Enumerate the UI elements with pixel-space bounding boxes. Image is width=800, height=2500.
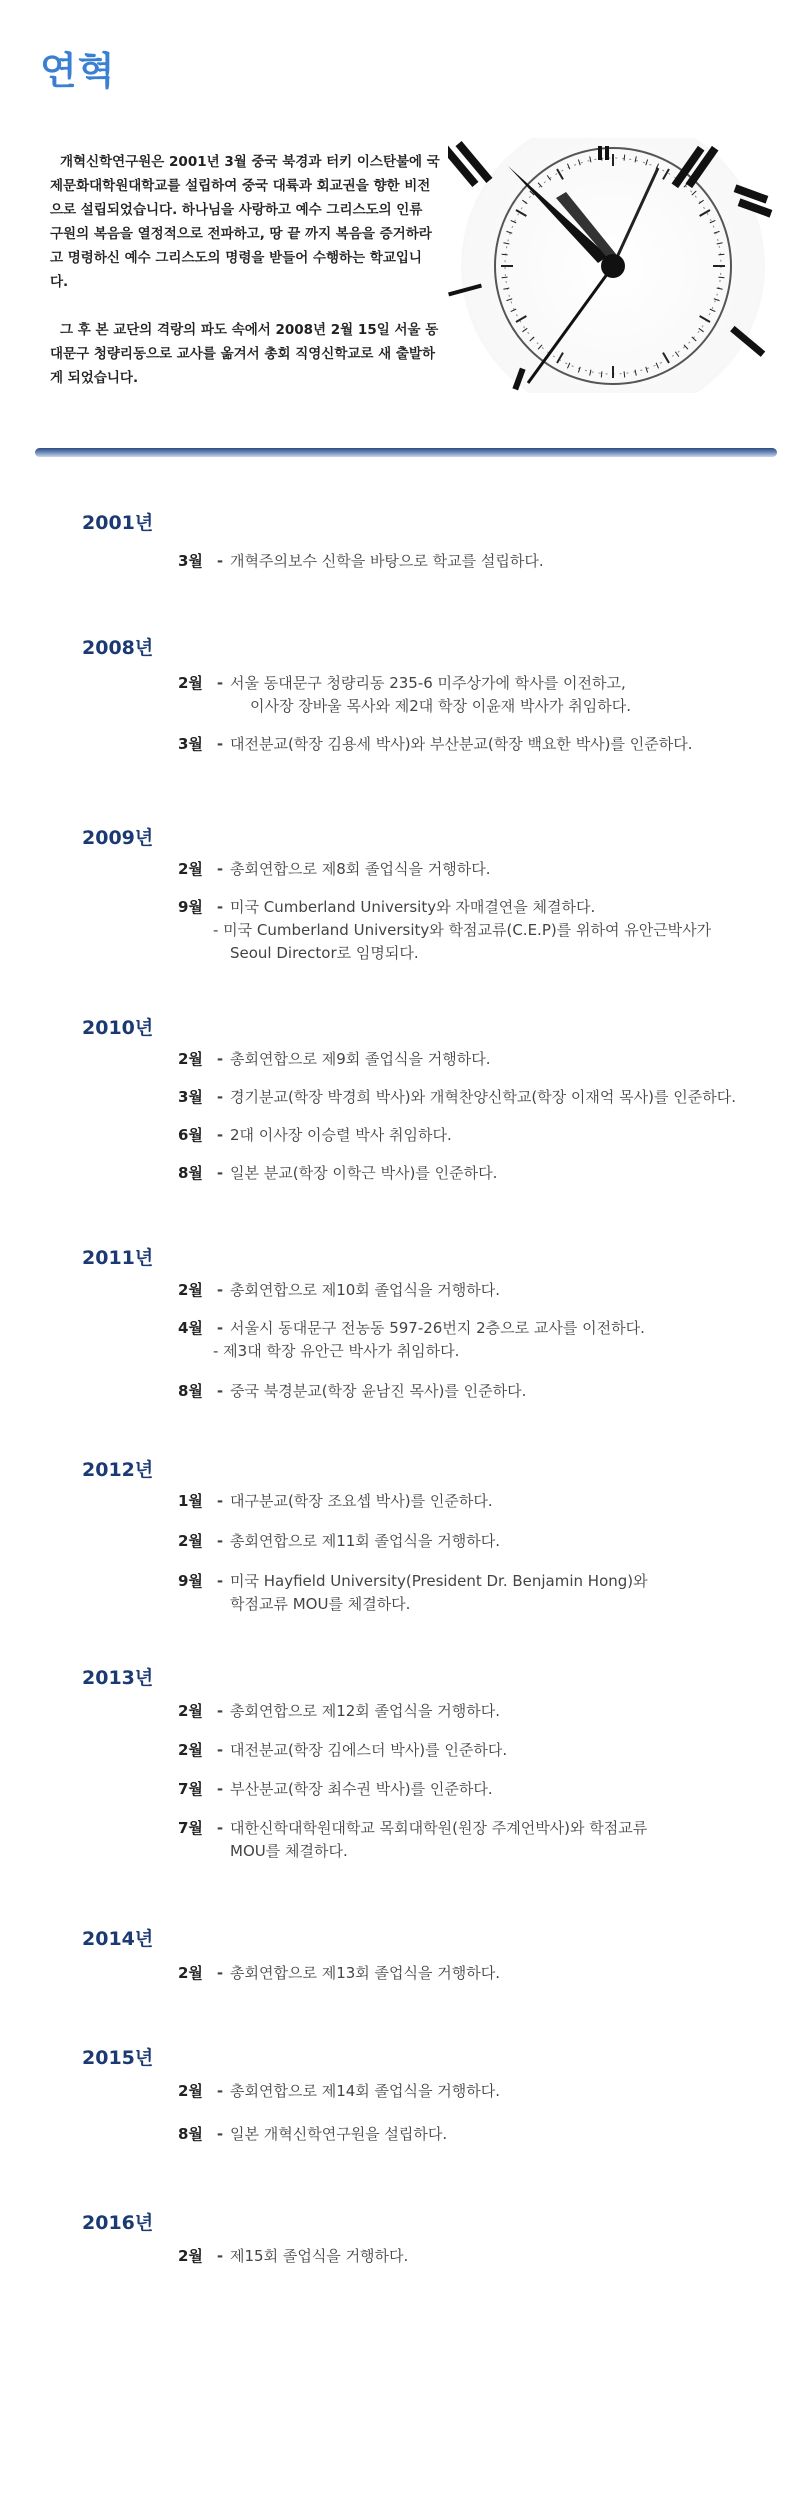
event-month: 8월 [178, 1164, 203, 1182]
event-dash: - [216, 1702, 224, 1720]
event-dash: - [216, 1164, 224, 1182]
event-text: 총회연합으로 제10회 졸업식을 거행하다. [230, 1281, 501, 1299]
event-dash: - [216, 860, 224, 878]
history-event [178, 1700, 500, 1723]
intro-paragraph-1: 개혁신학연구원은 2001년 3월 중국 북경과 터키 이스탄불에 국제문화대학원대학교를 설립하여 중국 대륙과 회교권을 향한 비전으로 설립되었습니다. 하나님을 사랑하고 예수 그리스도의 인류 구원의 복음을 열정적으로 전파하고, 땅 끝 까지 복음을 증거하라고 명령하신 예수 그리스도의 명령을 받들어 수행하는 학교입니다. [50, 154, 440, 290]
event-month: 2월 [178, 1741, 203, 1759]
event-month: 3월 [178, 1088, 203, 1106]
intro-paragraph-2: 그 후 본 교단의 격랑의 파도 속에서 2008년 2월 15일 서울 동대문구 청량리동으로 교사를 옮겨서 총회 직영신학교로 새 출발하게 되었습니다. [50, 322, 439, 386]
event-dash: - [216, 735, 224, 753]
history-event [178, 1380, 526, 1403]
event-month: 2월 [178, 2247, 203, 2265]
year-heading: 2001년 [82, 512, 154, 534]
history-event [178, 1162, 497, 1185]
event-text: 총회연합으로 제9회 졸업식을 거행하다. [230, 1050, 491, 1068]
event-text: 경기분교(학장 박경희 박사)와 개혁찬양신학교(학장 이재억 목사)를 인준하다. [230, 1088, 736, 1106]
event-dash: - [216, 1964, 224, 1982]
event-text: 미국 Hayfield University(President Dr. Benjamin Hong)와 [230, 1572, 648, 1590]
section-divider [35, 448, 777, 457]
event-dash: - [216, 1281, 224, 1299]
history-event [178, 896, 595, 919]
event-text: 총회연합으로 제13회 졸업식을 거행하다. [230, 1964, 501, 1982]
year-heading: 2014년 [82, 1928, 154, 1950]
event-month: 2월 [178, 2082, 203, 2100]
history-event [178, 2080, 500, 2103]
event-dash: - [216, 1741, 224, 1759]
year-heading: 2016년 [82, 2212, 154, 2234]
event-month: 4월 [178, 1319, 203, 1337]
event-text: 서울 동대문구 청량리동 235-6 미주상가에 학사를 이전하고, [230, 674, 626, 692]
event-text-continued: Seoul Director로 임명되다. [230, 944, 419, 962]
year-heading: 2009년 [82, 827, 154, 849]
history-event [178, 2123, 447, 2146]
year-heading: 2011년 [82, 1247, 154, 1269]
history-event [178, 1817, 647, 1840]
event-dash: - [216, 1126, 224, 1144]
history-event [178, 1570, 648, 1593]
event-text: 총회연합으로 제11회 졸업식을 거행하다. [230, 1532, 501, 1550]
event-text: 중국 북경분교(학장 윤남진 목사)를 인준하다. [230, 1382, 527, 1400]
event-text: 미국 Cumberland University와 자매결연을 체결하다. [230, 898, 596, 916]
history-event [178, 1490, 493, 1513]
history-event [178, 1086, 736, 1109]
year-heading: 2008년 [82, 637, 154, 659]
history-event [178, 1048, 490, 1071]
event-month: 3월 [178, 552, 203, 570]
history-event [178, 550, 544, 573]
event-month: 3월 [178, 735, 203, 753]
event-dash: - [216, 1382, 224, 1400]
event-month: 7월 [178, 1819, 203, 1837]
event-text: 대전분교(학장 김용세 박사)와 부산분교(학장 백요한 박사)를 인준하다. [230, 735, 693, 753]
event-dash: - [216, 1492, 224, 1510]
event-month: 2월 [178, 860, 203, 878]
event-dash: - [216, 1819, 224, 1837]
event-month: 7월 [178, 1780, 203, 1798]
event-text: 대구분교(학장 조요셉 박사)를 인준하다. [230, 1492, 493, 1510]
clock-image [448, 138, 778, 393]
event-dash: - [216, 1319, 224, 1337]
intro-text [50, 150, 440, 414]
event-text: 2대 이사장 이승렬 박사 취임하다. [230, 1126, 452, 1144]
history-event [178, 733, 693, 756]
event-text: 총회연합으로 제12회 졸업식을 거행하다. [230, 1702, 501, 1720]
event-month: 2월 [178, 1964, 203, 1982]
history-event [178, 2245, 408, 2268]
event-text-continued: - 제3대 학장 유안근 박사가 취임하다. [213, 1342, 460, 1360]
event-dash: - [216, 674, 224, 692]
history-event [178, 1530, 500, 1553]
event-dash: - [216, 1780, 224, 1798]
year-heading: 2010년 [82, 1017, 154, 1039]
year-heading: 2012년 [82, 1459, 154, 1481]
event-month: 2월 [178, 1050, 203, 1068]
event-month: 9월 [178, 898, 203, 916]
event-dash: - [216, 552, 224, 570]
event-text-continued: MOU를 체결하다. [230, 1842, 348, 1860]
event-month: 2월 [178, 1532, 203, 1550]
event-text-continued: - 미국 Cumberland University와 학점교류(C.E.P)를 위하여 유안근박사가 [213, 921, 712, 939]
event-month: 2월 [178, 1702, 203, 1720]
event-dash: - [216, 2082, 224, 2100]
event-dash: - [216, 1532, 224, 1550]
year-heading: 2013년 [82, 1667, 154, 1689]
event-month: 6월 [178, 1126, 203, 1144]
event-text: 개혁주의보수 신학을 바탕으로 학교를 설립하다. [230, 552, 544, 570]
history-event [178, 672, 626, 695]
history-event [178, 1124, 452, 1147]
event-month: 2월 [178, 1281, 203, 1299]
event-text: 제15회 졸업식을 거행하다. [230, 2247, 409, 2265]
history-event [178, 1739, 507, 1762]
event-text: 일본 분교(학장 이학근 박사)를 인준하다. [230, 1164, 498, 1182]
event-text: 총회연합으로 제8회 졸업식을 거행하다. [230, 860, 491, 878]
event-month: 8월 [178, 1382, 203, 1400]
event-dash: - [216, 1572, 224, 1590]
history-event [178, 1279, 500, 1302]
event-month: 2월 [178, 674, 203, 692]
event-month: 8월 [178, 2125, 203, 2143]
history-event [178, 1778, 493, 1801]
event-text-continued: 학점교류 MOU를 체결하다. [230, 1595, 411, 1613]
event-dash: - [216, 1088, 224, 1106]
event-text: 대전분교(학장 김에스더 박사)를 인준하다. [230, 1741, 508, 1759]
event-dash: - [216, 2125, 224, 2143]
history-event [178, 1317, 645, 1340]
event-text: 총회연합으로 제14회 졸업식을 거행하다. [230, 2082, 501, 2100]
event-text-continued: 이사장 장바울 목사와 제2대 학장 이윤재 박사가 취임하다. [250, 697, 631, 715]
event-text: 일본 개혁신학연구원을 설립하다. [230, 2125, 448, 2143]
event-month: 9월 [178, 1572, 203, 1590]
event-dash: - [216, 2247, 224, 2265]
event-month: 1월 [178, 1492, 203, 1510]
event-text: 서울시 동대문구 전농동 597-26번지 2층으로 교사를 이전하다. [230, 1319, 645, 1337]
history-event [178, 1962, 500, 1985]
event-dash: - [216, 1050, 224, 1068]
history-event [178, 858, 490, 881]
event-dash: - [216, 898, 224, 916]
page-title: 연혁 [40, 49, 116, 93]
event-text: 부산분교(학장 최수권 박사)를 인준하다. [230, 1780, 493, 1798]
year-heading: 2015년 [82, 2047, 154, 2069]
event-text: 대한신학대학원대학교 목회대학원(원장 주계언박사)와 학점교류 [230, 1819, 648, 1837]
